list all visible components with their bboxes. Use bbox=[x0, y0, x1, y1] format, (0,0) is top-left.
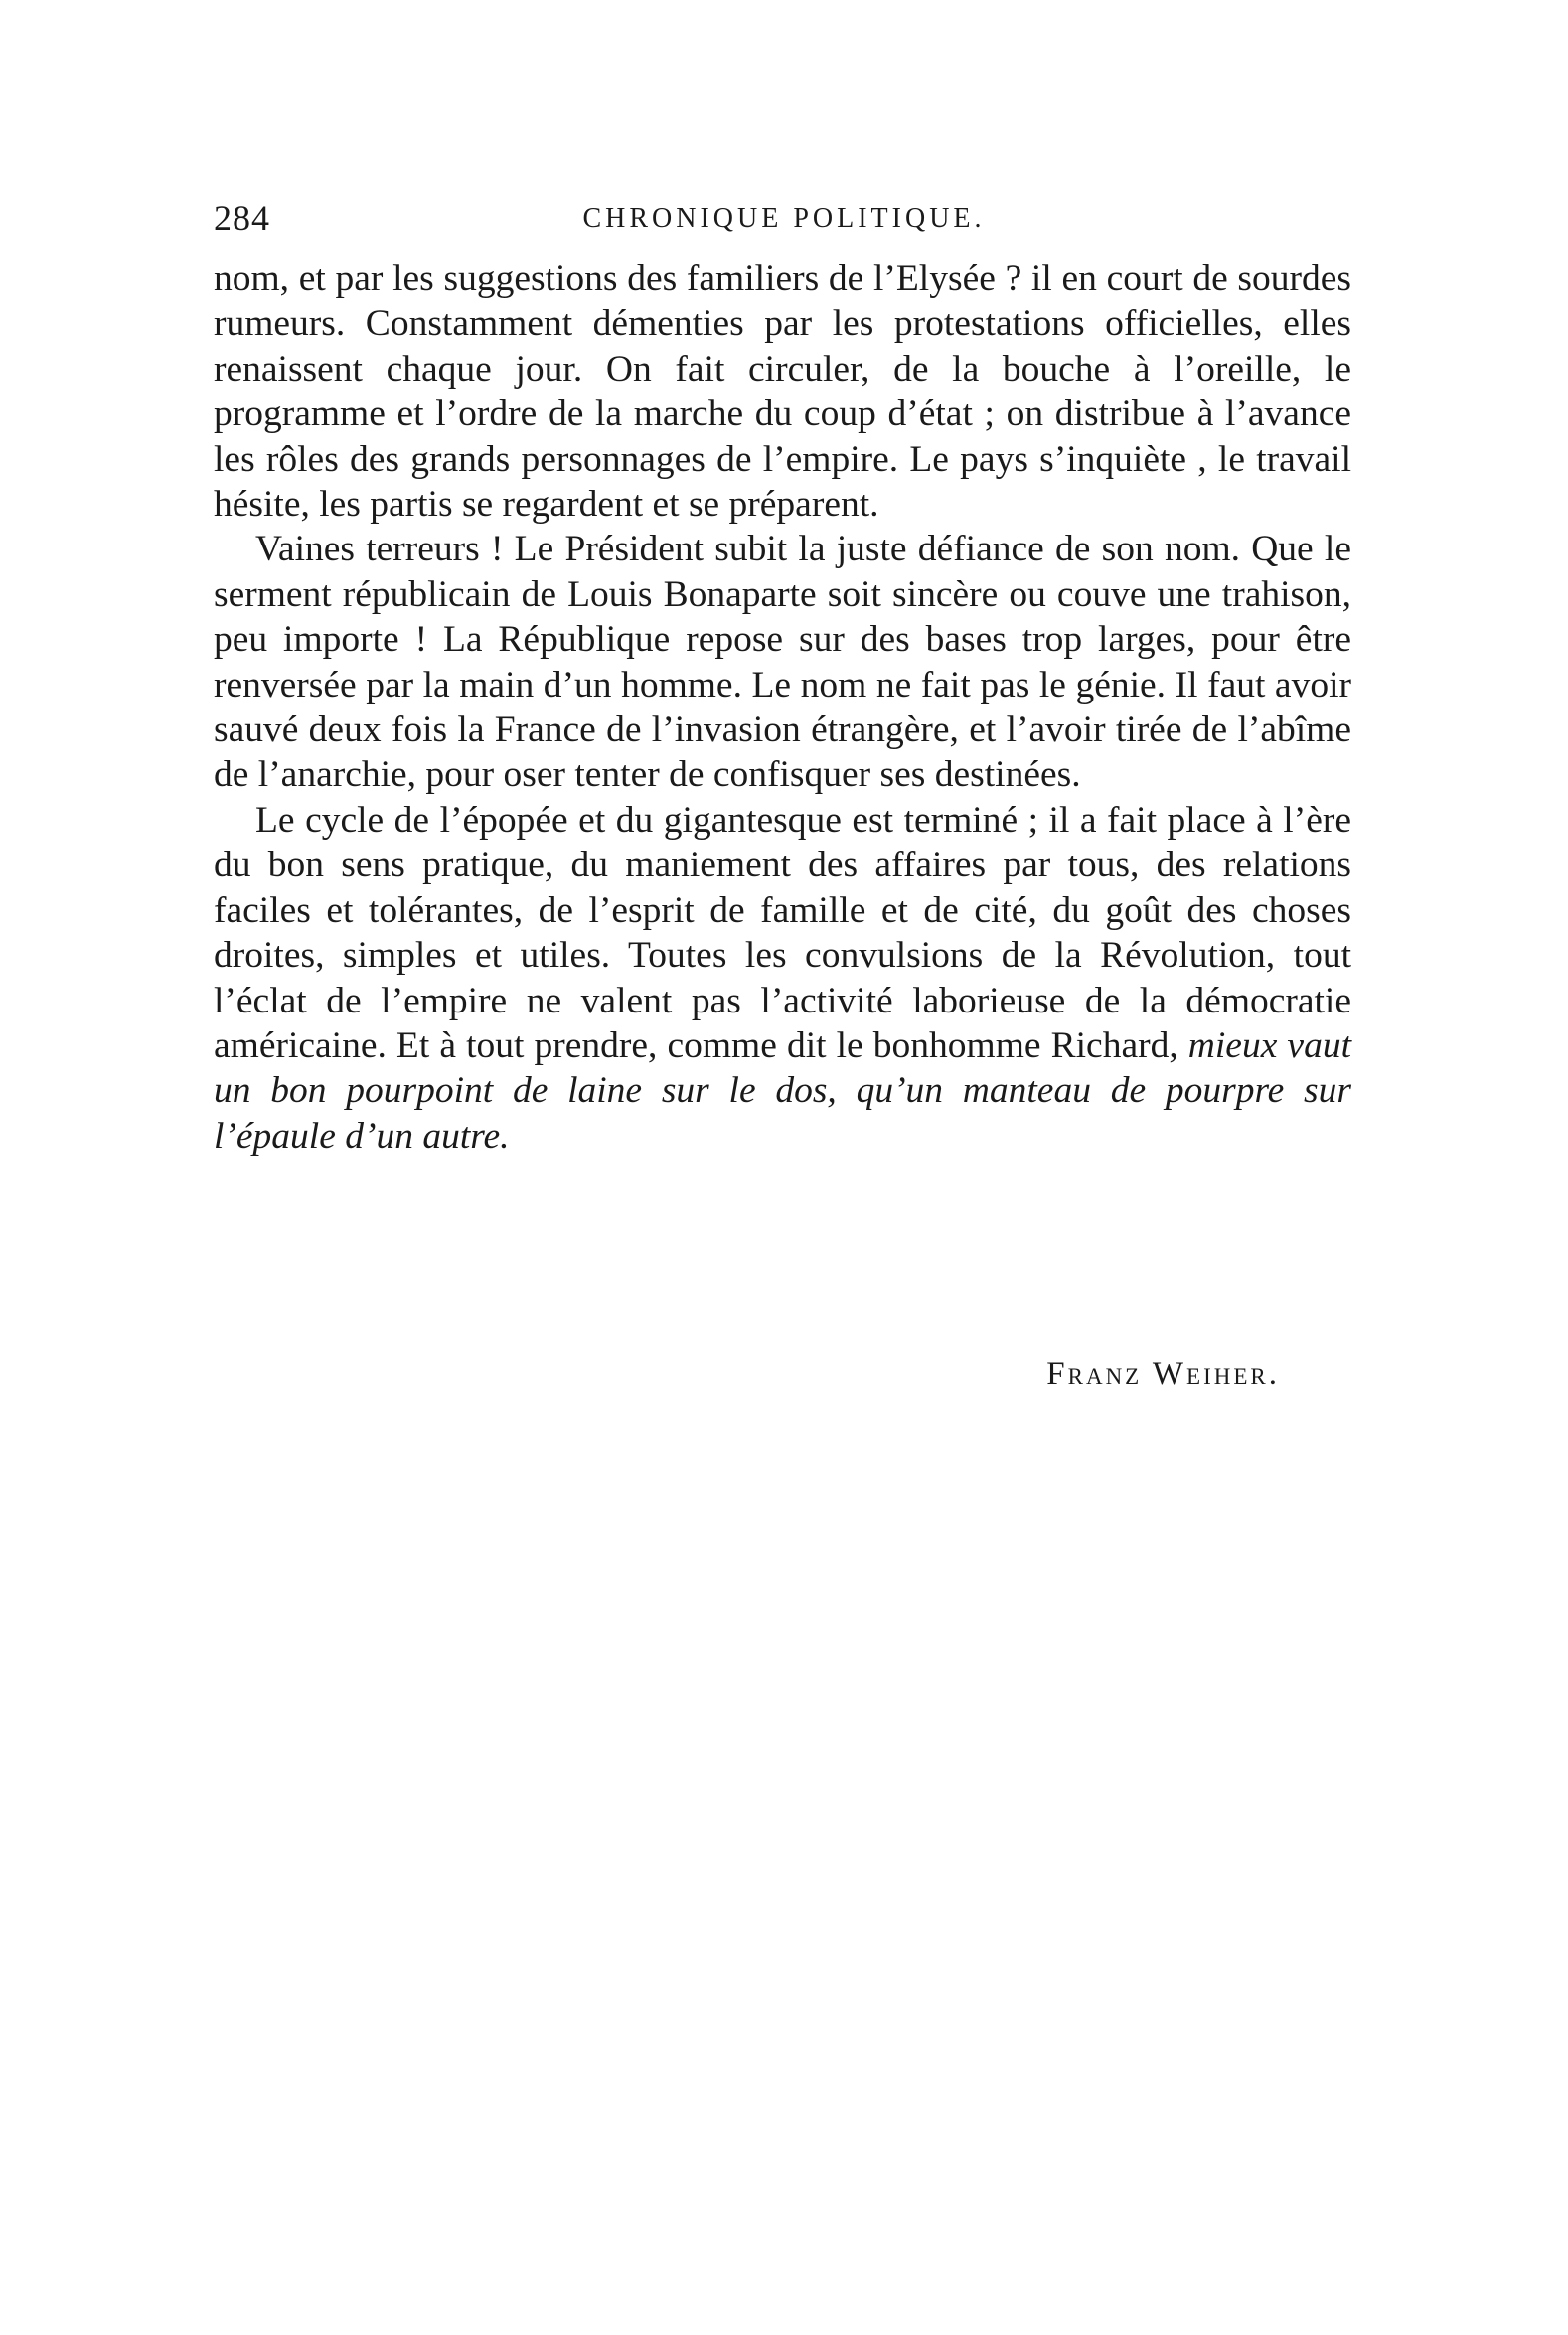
paragraph-3-italic-quote: mieux vaut un bon pourpoint de laine sur le dos, qu’un manteau de pourpre sur l’épaule d’un autre. bbox=[214, 1024, 1351, 1157]
paragraph-1: nom, et par les suggestions des familiers de l’Elysée ? il en court de sourdes rumeurs. Constamment démenties par les protestations officielles, elles renaissent chaque jour. On fait circuler, de la bouche à l’oreille, le programme et l’ordre de la marche du coup d’état ; on distribue à l’avance les rôles des grands personnages de l’empire. Le pays s’inquiète , le travail hésite, les partis se regardent et se préparent. bbox=[214, 258, 1351, 526]
author-signature: Franz Weiher. bbox=[1046, 1356, 1280, 1392]
paragraph-2: Vaines terreurs ! Le Président subit la juste défiance de son nom. Que le serment républicain de Louis Bonaparte soit sincère ou couve une trahison, peu importe ! La République repose sur des bases trop larges, pour être renversée par la main d’un homme. Le nom ne fait pas le génie. Il faut avoir sauvé deux fois la France de l’invasion étrangère, et l’avoir tirée de l’abîme de l’anarchie, pour oser tenter de confisquer ses destinées. bbox=[214, 529, 1351, 796]
body-text bbox=[214, 256, 1351, 1159]
paragraph-3 bbox=[214, 798, 1351, 1159]
page-header bbox=[214, 197, 1354, 240]
paragraph-3-text: Le cycle de l’épopée et du gigantesque est terminé ; il a fait place à l’ère du bon sens pratique, du maniement des affaires par tous, des relations faciles et tolérantes, de l’esprit de famille et de cité, du goût des choses droites, simples et utiles. Toutes les convulsions de la Révolution, tout l’éclat de l’empire ne valent pas l’activité laborieuse de la démocratie américaine. Et à tout prendre, comme dit le bonhomme Richard, bbox=[214, 799, 1351, 1066]
running-head: CHRONIQUE POLITIQUE. bbox=[582, 203, 986, 234]
page-number: 284 bbox=[214, 198, 270, 237]
